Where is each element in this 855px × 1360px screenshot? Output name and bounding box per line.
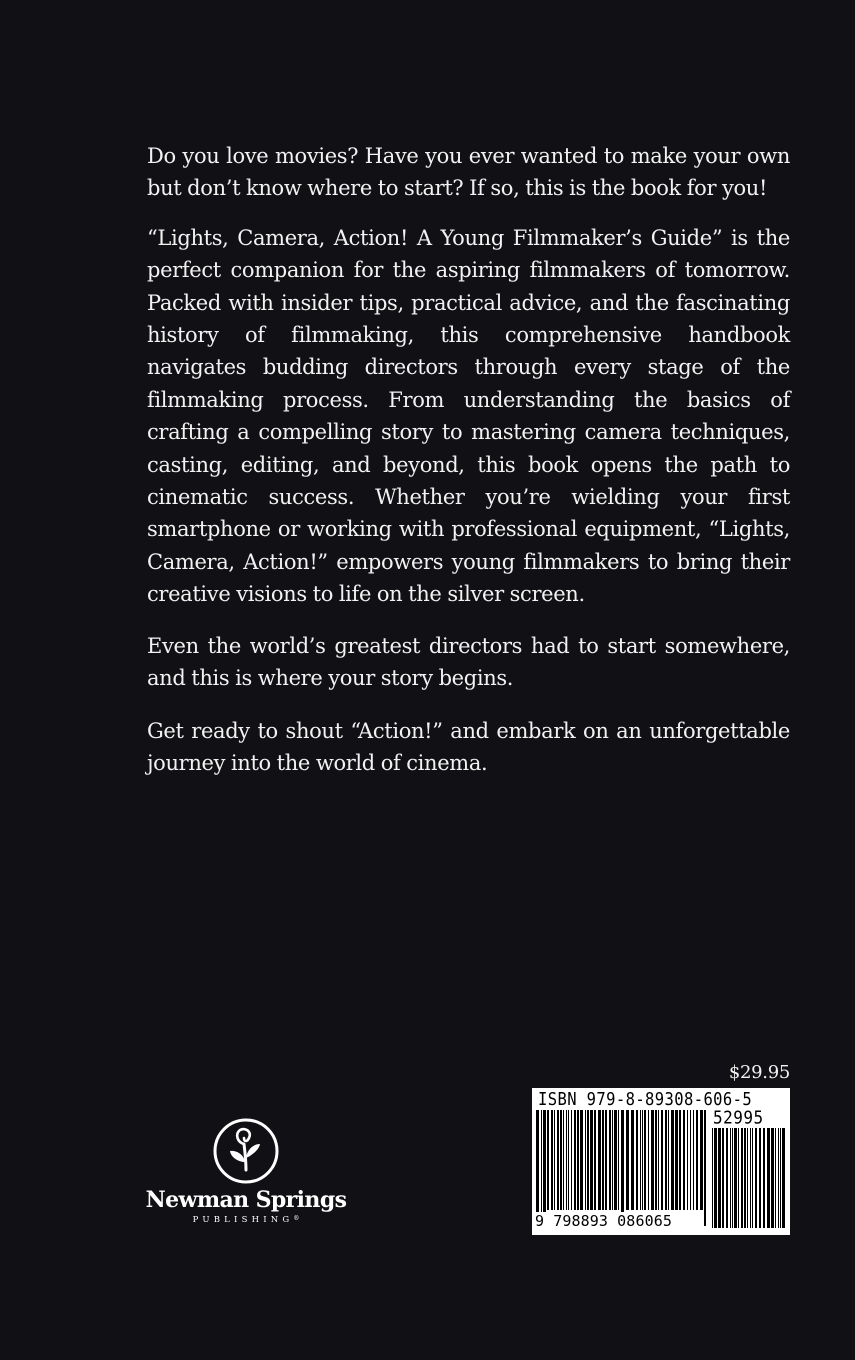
barcode-bar: [551, 1110, 553, 1210]
barcode-bar: [577, 1110, 579, 1210]
barcode-bar: [732, 1128, 733, 1228]
barcode-bar: [605, 1110, 607, 1210]
barcode-bar: [547, 1110, 549, 1210]
barcode-bar: [714, 1128, 717, 1228]
barcode-bar: [665, 1110, 667, 1210]
barcode-bar: [690, 1110, 691, 1210]
barcode-bar: [782, 1128, 785, 1228]
barcode-bar: [734, 1128, 737, 1228]
barcode-bar: [718, 1128, 721, 1228]
barcode-bar: [557, 1110, 559, 1210]
barcode-bar: [712, 1128, 713, 1228]
barcode-bar: [594, 1110, 596, 1210]
barcode-bar: [696, 1110, 698, 1210]
barcode-bar: [752, 1128, 753, 1228]
barcode-bar: [580, 1110, 583, 1210]
barcode-bar: [671, 1110, 674, 1210]
barcode-bar: [612, 1110, 613, 1210]
barcode-bar: [759, 1128, 761, 1228]
barcode-bar: [679, 1110, 681, 1210]
barcode-bar: [636, 1110, 638, 1210]
barcode-bar: [618, 1110, 619, 1210]
ean-digits: 9 798893 086065: [535, 1212, 672, 1230]
barcode-bar: [571, 1110, 572, 1210]
barcode-bar: [778, 1128, 779, 1228]
barcode-bar: [744, 1128, 746, 1228]
barcode-bar: [614, 1110, 617, 1210]
barcode-bar: [543, 1110, 546, 1226]
barcode-bar: [536, 1110, 539, 1226]
barcode-bar: [568, 1110, 569, 1210]
barcode-bar: [609, 1110, 611, 1210]
barcode-bar: [541, 1110, 542, 1226]
barcode-bar: [574, 1110, 576, 1210]
publisher-subtitle: PUBLISHING®: [192, 1215, 300, 1225]
barcode-bar: [693, 1110, 694, 1210]
barcode-bar: [668, 1110, 669, 1210]
publisher-name: Newman Springs: [145, 1187, 347, 1213]
barcode-bar: [621, 1110, 624, 1226]
barcode-bar: [587, 1110, 589, 1210]
barcode-bar: [726, 1128, 728, 1228]
barcode-bar: [642, 1110, 643, 1210]
barcode-bar: [704, 1110, 706, 1226]
barcode-bar: [631, 1110, 634, 1210]
barcode-bar: [722, 1128, 724, 1228]
barcode-bar: [590, 1110, 593, 1210]
barcode-bar: [560, 1110, 562, 1210]
blurb-paragraph-closing: Get ready to shout “Action!” and embark on an unforgettable journey into the world of cinema.: [147, 718, 790, 775]
blurb-paragraph-intro: Do you love movies? Have you ever wanted to make your own but don’t know where to start? If so, this is the book for you!: [147, 144, 790, 201]
barcode-bar: [658, 1110, 659, 1210]
barcode-bar: [767, 1128, 770, 1228]
barcode-bar: [644, 1110, 646, 1210]
barcode-bar: [655, 1110, 657, 1210]
barcode-bar: [780, 1128, 781, 1228]
addon-barcode-bars: [712, 1128, 786, 1228]
barcode-bar: [750, 1128, 751, 1228]
isbn-label: ISBN 979-8-89308-606-5: [538, 1089, 753, 1110]
barcode-bar: [585, 1110, 586, 1210]
barcode-bar: [775, 1128, 776, 1228]
price-addon-digits: 52995: [713, 1107, 764, 1128]
barcode-bar: [563, 1110, 564, 1210]
barcode-bar: [648, 1110, 649, 1210]
barcode-bar: [598, 1110, 601, 1210]
barcode-bar: [700, 1110, 703, 1210]
barcode-bar: [730, 1128, 731, 1228]
barcode-bar: [755, 1128, 757, 1228]
barcode-bar: [554, 1110, 555, 1210]
barcode-bar: [763, 1128, 765, 1228]
ean-barcode-bars: [536, 1110, 708, 1226]
isbn-barcode: [532, 1088, 790, 1235]
barcode-bar: [651, 1110, 654, 1210]
barcode-bar: [566, 1110, 567, 1210]
barcode-bar: [747, 1128, 748, 1228]
barcode-bar: [738, 1128, 739, 1228]
barcode-bar: [687, 1110, 688, 1210]
back-cover-blurb: [147, 140, 790, 801]
barcode-bar: [661, 1110, 663, 1210]
barcode-bar: [602, 1110, 604, 1210]
barcode-bar: [741, 1128, 743, 1228]
barcode-bar: [683, 1110, 685, 1210]
publisher-logo: [140, 1118, 352, 1225]
blurb-paragraph-description: “Lights, Camera, Action! A Young Filmmaker’s Guide” is the perfect companion for the aspiring filmmakers of tomorrow. Packed with insider tips, practical advice, and the fascinating history of filmmaking, this comprehensive handbook navigates budding directors through every stage of the filmmaking process. From understanding the basics of crafting a compelling story to mastering camera techniques, casting, editing, and beyond, this book opens the path to cinematic success. Whether you’re wielding your first smartphone or working with professional equipment, “Lights, Camera, Action!” empowers young filmmakers to bring their creative visions to life on the silver screen.: [147, 225, 790, 607]
barcode-bar: [675, 1110, 678, 1210]
sprout-icon: [213, 1118, 279, 1184]
blurb-paragraph-directors: Even the world’s greatest directors had to start somewhere, and this is where your story begins.: [147, 633, 790, 691]
book-price: $29.95: [728, 1062, 790, 1083]
barcode-bar: [626, 1110, 629, 1210]
barcode-bar: [640, 1110, 641, 1210]
barcode-bar: [771, 1128, 774, 1228]
